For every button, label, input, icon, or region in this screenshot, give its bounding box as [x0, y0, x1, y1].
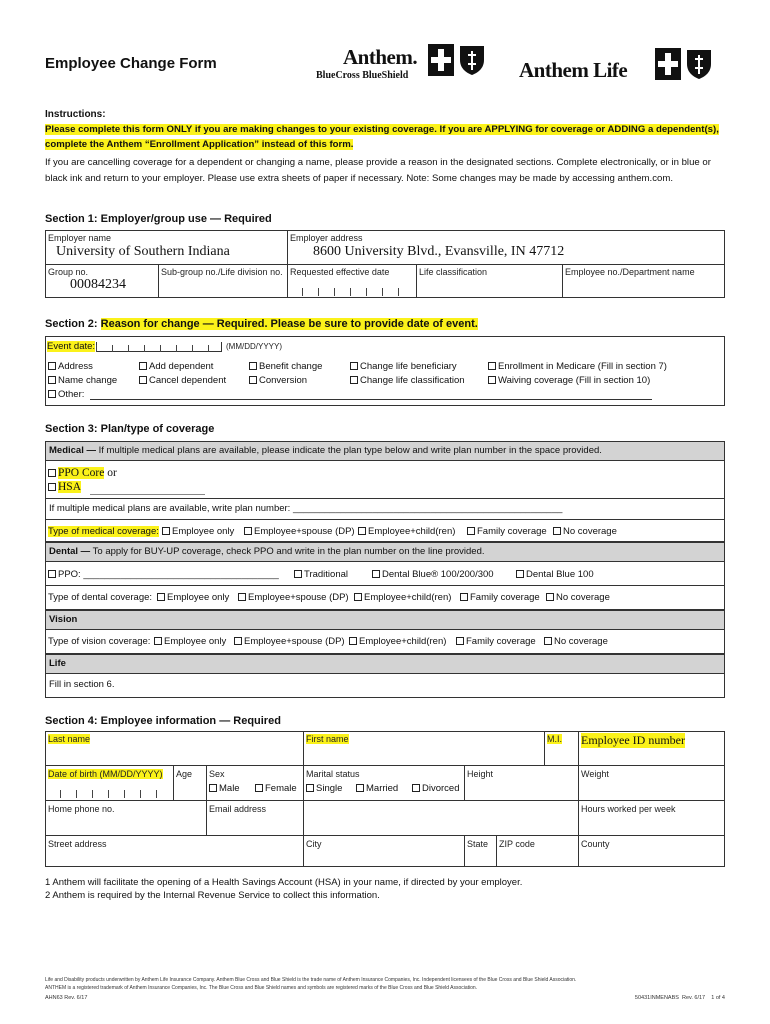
instructions-highlight-1: Please complete this form ONLY if you are making changes to your existing coverage. If you are APPLYING for coverage or ADDING a dependent(s),: [45, 124, 719, 135]
s1-divider-4: [416, 264, 417, 298]
vision-no-coverage[interactable]: No coverage: [544, 636, 608, 647]
dental-no-coverage-checkbox[interactable]: [546, 593, 554, 601]
name-change-checkbox[interactable]: [48, 376, 56, 384]
medical-employee-only-checkbox[interactable]: [162, 527, 170, 535]
waiving-coverage-checkbox[interactable]: [488, 376, 496, 384]
female-option[interactable]: Female: [255, 783, 297, 794]
weight-label: Weight: [581, 769, 609, 779]
instructions-highlight-2: complete the Anthem “Enrollment Application” instead of this form.: [45, 139, 354, 150]
vision-bar: Vision: [45, 610, 725, 630]
sex-label: Sex: [209, 769, 225, 779]
s1-divider-5: [562, 264, 563, 298]
waiving-coverage-option[interactable]: Waiving coverage (Fill in section 10): [488, 375, 650, 386]
bcbs-logo-text: BlueCross BlueShield: [316, 70, 409, 81]
dental-family[interactable]: Family coverage: [460, 592, 540, 603]
anthem-life-logo: Anthem Life: [519, 58, 628, 82]
male-option[interactable]: Male: [209, 783, 240, 794]
other-option[interactable]: Other:: [48, 389, 84, 400]
county-label: County: [581, 839, 610, 849]
s4-col-8: [496, 835, 497, 867]
dental-employee-only-checkbox[interactable]: [157, 593, 165, 601]
dental-ppo-option[interactable]: PPO: _____________________________________: [48, 569, 279, 580]
dental-blue-100-200-300-checkbox[interactable]: [372, 570, 380, 578]
group-no-label: Group no.: [48, 267, 89, 277]
footnote-1: 1 Anthem will facilitate the opening of a Health Savings Account (HSA) in your name, if directed by your employer.: [45, 877, 523, 888]
married-checkbox[interactable]: [356, 784, 364, 792]
dob-field[interactable]: [60, 790, 164, 798]
medical-no-coverage[interactable]: No coverage: [553, 526, 617, 537]
hsa-checkbox[interactable]: [48, 483, 56, 491]
form-code: AHN63 Rev. 6/17: [45, 995, 88, 1001]
s4-col-2: [544, 731, 545, 765]
add-dependent-option[interactable]: Add dependent: [139, 361, 213, 372]
section4-title: Section 4: Employee information — Required: [45, 715, 281, 727]
vision-family-checkbox[interactable]: [456, 637, 464, 645]
vision-type-label: Type of vision coverage:: [48, 636, 151, 647]
change-life-classification-option[interactable]: Change life classification: [350, 375, 465, 386]
s1-divider-3: [158, 264, 159, 298]
form-title: Employee Change Form: [45, 55, 217, 72]
employer-address-field[interactable]: 8600 University Blvd., Evansville, IN 47712: [313, 244, 565, 259]
dental-ppo-checkbox[interactable]: [48, 570, 56, 578]
life-classification-label: Life classification: [419, 267, 488, 277]
email-label: Email address: [209, 804, 267, 814]
employer-name-label: Employer name: [48, 233, 112, 243]
female-checkbox[interactable]: [255, 784, 263, 792]
life-cross-icon: [655, 48, 681, 83]
city-label: City: [306, 839, 322, 849]
dental-family-checkbox[interactable]: [460, 593, 468, 601]
effective-date-label: Requested effective date: [290, 267, 390, 277]
legal-text-2: ANTHEM is a registered trademark of Anthem Insurance Companies, Inc. The Blue Cross and Blue Shield names and symbols are registered marks of the Blue Cross and Blue Shield Association.: [45, 985, 478, 991]
address-option[interactable]: Address: [48, 361, 93, 372]
section2-highlight: Reason for change — Required. Please be sure to provide date of event.: [100, 318, 478, 330]
section3-title: Section 3: Plan/type of coverage: [45, 423, 215, 435]
vision-employee-spouse[interactable]: Employee+spouse (DP): [234, 636, 345, 647]
employee-id-label: Employee ID number: [581, 733, 685, 747]
s4-row-line-3: [45, 835, 725, 836]
instructions-heading: Instructions:: [45, 109, 106, 120]
dob-label: Date of birth (MM/DD/YYYY): [48, 769, 163, 779]
medical-employee-spouse-checkbox[interactable]: [244, 527, 252, 535]
marital-status-label: Marital status: [306, 769, 360, 779]
other-line[interactable]: [90, 399, 652, 400]
section2-prefix: Section 2:: [45, 318, 98, 330]
name-change-option[interactable]: Name change: [48, 375, 117, 386]
dental-employee-children-checkbox[interactable]: [354, 593, 362, 601]
form-id: 50431INMENABS Rev. 6/17 1 of 4: [634, 995, 725, 1001]
event-date-label: Event date:: [47, 341, 96, 352]
vision-employee-children[interactable]: Employee+child(ren): [349, 636, 446, 647]
dental-type-label: Type of dental coverage:: [48, 592, 153, 603]
dental-bar: Dental — To apply for BUY-UP coverage, check PPO and write in the plan number on the line provided.: [45, 542, 725, 562]
medical-no-coverage-checkbox[interactable]: [553, 527, 561, 535]
last-name-label: Last name: [48, 734, 91, 744]
dental-blue-100-option[interactable]: Dental Blue 100: [516, 569, 594, 580]
dental-employee-spouse-checkbox[interactable]: [238, 593, 246, 601]
s4-col-4: [173, 765, 174, 800]
enrollment-medicare-option[interactable]: Enrollment in Medicare (Fill in section 7): [488, 361, 667, 372]
section2-title: [45, 318, 478, 330]
benefit-change-option[interactable]: Benefit change: [249, 361, 322, 372]
section1-title: Section 1: Employer/group use — Required: [45, 213, 272, 225]
footnote-2: 2 Anthem is required by the Internal Revenue Service to collect this information.: [45, 890, 380, 901]
zip-label: ZIP code: [499, 839, 535, 849]
effective-date-field[interactable]: [302, 288, 406, 296]
medical-family-checkbox[interactable]: [467, 527, 475, 535]
ppo-core-checkbox[interactable]: [48, 469, 56, 477]
change-life-classification-checkbox[interactable]: [350, 376, 358, 384]
medical-family[interactable]: Family coverage: [467, 526, 547, 537]
s4-col-1: [303, 731, 304, 867]
blue-cross-icon: [428, 44, 454, 79]
dental-employee-children[interactable]: Employee+child(ren): [354, 592, 451, 603]
vision-family[interactable]: Family coverage: [456, 636, 536, 647]
s4-col-5: [206, 765, 207, 835]
cancel-dependent-checkbox[interactable]: [139, 376, 147, 384]
s1-divider-2: [45, 264, 725, 265]
blue-shield-icon: [459, 44, 485, 79]
married-option[interactable]: Married: [356, 783, 398, 794]
life-shield-icon: [686, 48, 712, 83]
cancel-dependent-option[interactable]: Cancel dependent: [139, 375, 226, 386]
medical-plan-underline: [90, 494, 205, 495]
s4-col-7: [464, 835, 465, 867]
change-life-beneficiary-checkbox[interactable]: [350, 362, 358, 370]
benefit-change-checkbox[interactable]: [249, 362, 257, 370]
s4-row-line-1: [45, 765, 725, 766]
add-dependent-checkbox[interactable]: [139, 362, 147, 370]
section4-box: [45, 731, 725, 867]
home-phone-label: Home phone no.: [48, 804, 115, 814]
medical-employee-only[interactable]: Employee only: [162, 526, 234, 537]
divorced-option[interactable]: Divorced: [412, 783, 460, 794]
hsa-option[interactable]: HSA: [48, 481, 81, 493]
single-option[interactable]: Single: [306, 783, 342, 794]
ppo-core-option[interactable]: PPO Core or: [48, 467, 117, 479]
medical-employee-children[interactable]: Employee+child(ren): [358, 526, 455, 537]
s4-col-6: [464, 765, 465, 800]
group-no-field[interactable]: 00084234: [70, 277, 126, 292]
dental-employee-spouse[interactable]: Employee+spouse (DP): [238, 592, 349, 603]
dental-traditional-checkbox[interactable]: [294, 570, 302, 578]
first-name-label: First name: [306, 734, 349, 744]
divorced-checkbox[interactable]: [412, 784, 420, 792]
life-bar: Life: [45, 654, 725, 674]
medical-bar: Medical — If multiple medical plans are available, please indicate the plan type below and write plan number in the space provided.: [45, 441, 725, 461]
multiple-plans-row: If multiple medical plans are available, write plan number: ___________________________________________________: [45, 499, 725, 520]
s4-col-3: [578, 731, 579, 867]
s4-row-line-2: [45, 800, 725, 801]
conversion-checkbox[interactable]: [249, 376, 257, 384]
state-label: State: [467, 839, 489, 849]
event-date-ticks: [96, 345, 222, 352]
vision-employee-spouse-checkbox[interactable]: [234, 637, 242, 645]
legal-text-1: Life and Disability products underwritten by Anthem Life Insurance Company. Anthem Blue Cross and Blue Shield is the trade name of Anthem Insurance Companies, Inc. Independent licensees of the Blue Cross and Blue Shield Association.: [45, 977, 577, 983]
height-label: Height: [467, 769, 494, 779]
vision-employee-children-checkbox[interactable]: [349, 637, 357, 645]
vision-employee-only[interactable]: Employee only: [154, 636, 226, 647]
dental-no-coverage[interactable]: No coverage: [546, 592, 610, 603]
life-row: Fill in section 6.: [45, 674, 725, 698]
mi-label: M.I.: [547, 734, 562, 744]
employer-address-label: Employer address: [290, 233, 363, 243]
dental-blue-100-checkbox[interactable]: [516, 570, 524, 578]
conversion-option[interactable]: Conversion: [249, 375, 307, 386]
change-life-beneficiary-option[interactable]: Change life beneficiary: [350, 361, 457, 372]
age-label: Age: [176, 769, 193, 779]
dental-blue-100-200-300-option[interactable]: Dental Blue® 100/200/300: [372, 569, 494, 580]
employer-name-field[interactable]: University of Southern Indiana: [56, 244, 230, 259]
address-checkbox[interactable]: [48, 362, 56, 370]
single-checkbox[interactable]: [306, 784, 314, 792]
vision-employee-only-checkbox[interactable]: [154, 637, 162, 645]
other-checkbox[interactable]: [48, 390, 56, 398]
instructions-body-2: black ink and return to your employer. Please use extra sheets of paper if necessary. Note: Some changes may be made by accessing anthem.com.: [45, 173, 674, 184]
enrollment-medicare-checkbox[interactable]: [488, 362, 496, 370]
street-address-label: Street address: [48, 839, 107, 849]
medical-employee-spouse[interactable]: Employee+spouse (DP): [244, 526, 355, 537]
anthem-logo-text: Anthem.: [343, 45, 418, 69]
date-format-label: (MM/DD/YYYY): [226, 342, 282, 351]
hours-worked-label: Hours worked per week: [581, 804, 676, 814]
instructions-body-1: If you are cancelling coverage for a dependent or changing a name, please provide a reason in the designated sections. Complete electronically, or in blue or: [45, 157, 711, 168]
employee-dept-label: Employee no./Department name: [565, 267, 695, 277]
medical-type-label: Type of medical coverage:: [48, 526, 159, 537]
medical-employee-children-checkbox[interactable]: [358, 527, 366, 535]
vision-no-coverage-checkbox[interactable]: [544, 637, 552, 645]
male-checkbox[interactable]: [209, 784, 217, 792]
dental-traditional-option[interactable]: Traditional: [294, 569, 348, 580]
subgroup-label: Sub-group no./Life division no.: [161, 267, 283, 277]
dental-employee-only[interactable]: Employee only: [157, 592, 229, 603]
